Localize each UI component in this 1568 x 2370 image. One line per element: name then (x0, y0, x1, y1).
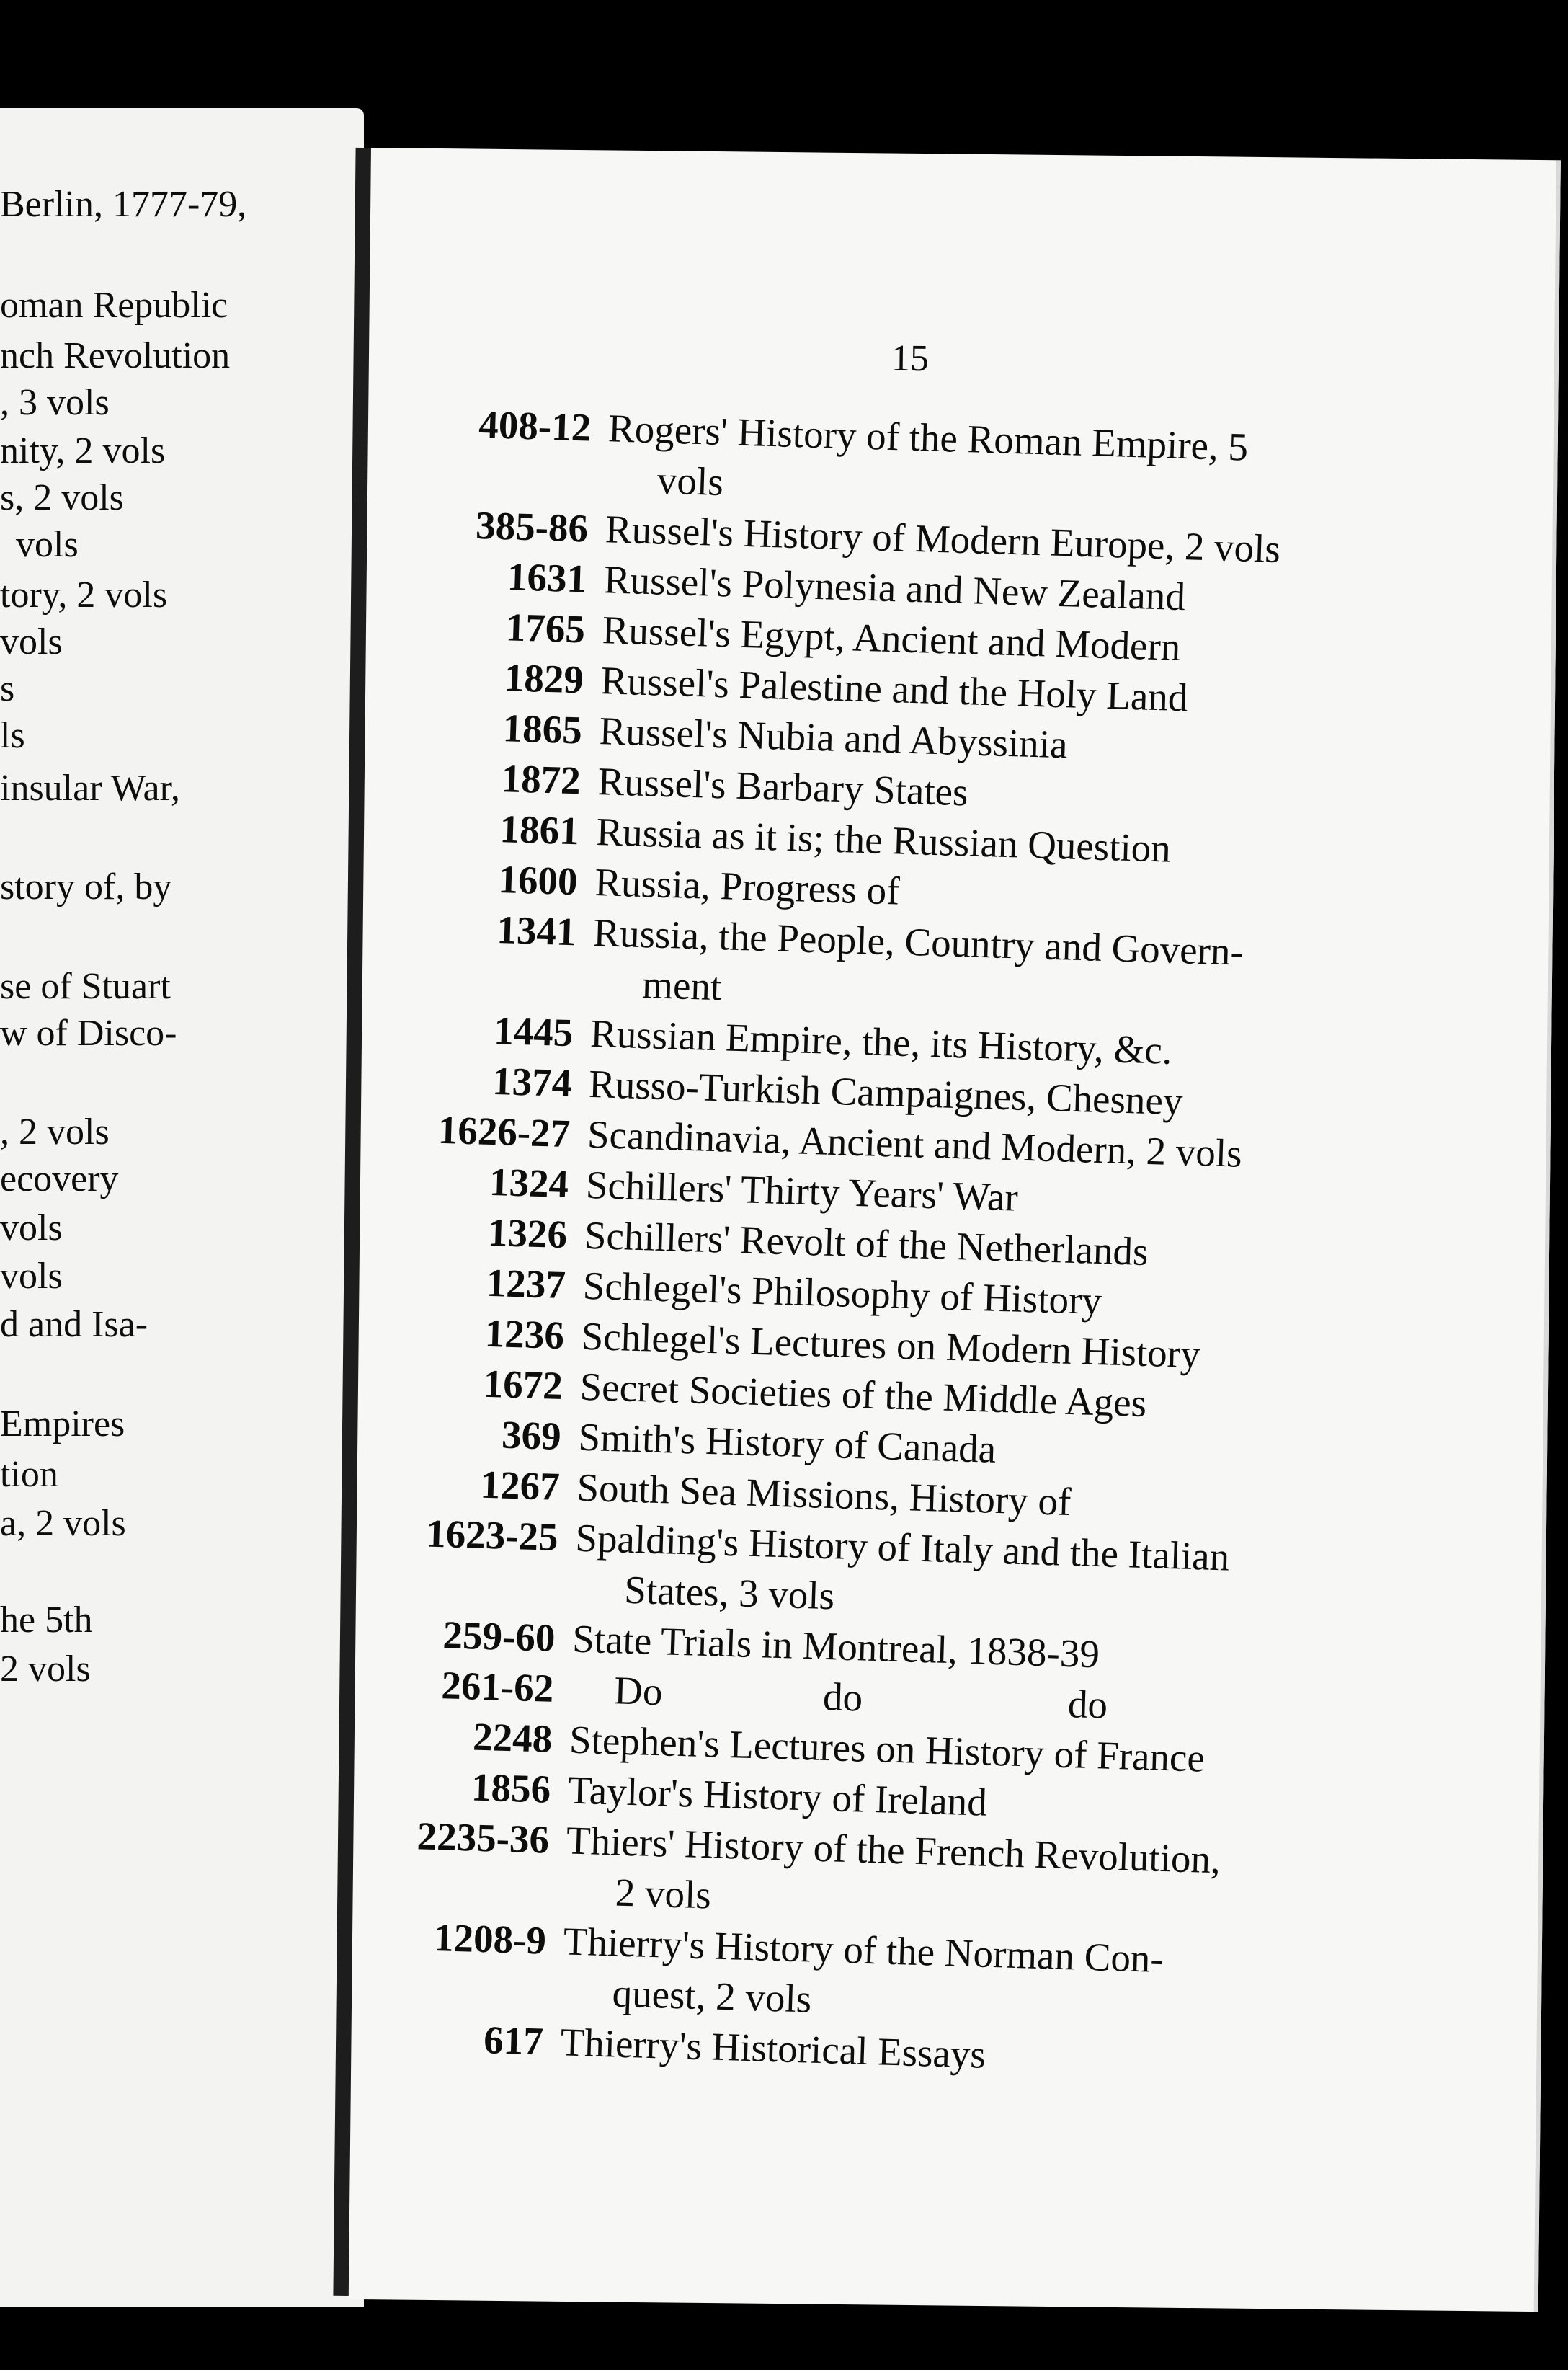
entry-number: 1623-25 (425, 1511, 559, 1559)
left-page-line: he 5th (0, 1599, 93, 1641)
entry-number: 1765 (505, 605, 586, 652)
entry-title: Russel's History of Modern Europe, 2 vols (605, 507, 1281, 572)
left-page-line: insular War, (0, 768, 180, 809)
entry-title-continuation: quest, 2 vols (611, 1971, 813, 2021)
entry-title: Rogers' History of the Roman Empire, 5 vols (606, 403, 1528, 531)
entry-title: South Sea Missions, History of (576, 1465, 1072, 1524)
entry-title: Russia, Progress of (594, 860, 901, 913)
entry-number: 1672 (482, 1361, 564, 1408)
entry-title-continuation: States, 3 vols (623, 1567, 836, 1618)
left-page-line: s, 2 vols (0, 477, 124, 518)
entry-title: Russel's Polynesia and New Zealand (603, 557, 1186, 619)
entry-title: Thierry's Historical Essays (559, 2020, 986, 2077)
left-page-line: vols (16, 524, 79, 565)
left-page-line: story of, by (0, 866, 172, 907)
left-page-line: Empires (0, 1403, 125, 1444)
left-page-line: vols (0, 1256, 63, 1297)
entry-number: 1237 (486, 1260, 566, 1308)
entry-number: 1326 (487, 1210, 568, 1257)
entry-number: 1324 (489, 1159, 569, 1207)
entry-title: Russo-Turkish Campaignes, Chesney (588, 1061, 1184, 1124)
left-page-line: nch Revolution (0, 335, 231, 376)
left-page-line: w of Disco- (0, 1013, 177, 1054)
left-page-line: vols (0, 1207, 63, 1248)
left-page-line: tory, 2 vols (0, 574, 168, 616)
entry-title: Schillers' Revolt of the Netherlands (584, 1212, 1149, 1274)
left-page-line: ls (0, 715, 25, 756)
entry-title-continuation: vols (656, 458, 724, 505)
left-page-line: a, 2 vols (0, 1503, 126, 1544)
catalogue-list (341, 396, 1528, 2095)
left-page-line: 2 vols (0, 1648, 91, 1690)
entry-number: 1208-9 (433, 1915, 547, 1963)
entry-title: Russia as it is; the Russian Question (595, 809, 1172, 871)
left-page-line: d and Isa- (0, 1304, 148, 1345)
entry-number: 1341 (496, 907, 577, 954)
entry-title: Thiers' History of the French Revolution, 2 vols (564, 1815, 1487, 1943)
left-page (0, 108, 364, 2307)
entry-title: Russel's Palestine and the Holy Land (600, 658, 1189, 720)
entry-title: State Trials in Montreal, 1838-39 (571, 1616, 1100, 1677)
entry-number: 2235-36 (416, 1814, 550, 1862)
entry-title: Russia, the People, Country and Govern- ment (591, 907, 1513, 1036)
left-page-line: tion (0, 1454, 58, 1495)
entry-title: Smith's History of Canada (577, 1414, 997, 1471)
entry-number: 1856 (471, 1765, 552, 1811)
left-page-line: s (0, 668, 15, 709)
left-page-line: vols (0, 621, 63, 662)
entry-number: 1631 (507, 554, 587, 601)
entry-number: 1626-27 (437, 1107, 571, 1156)
entry-number: 1445 (493, 1008, 574, 1055)
entry-number: 408-12 (478, 401, 592, 450)
entry-number: 1872 (500, 756, 582, 803)
entry-number: 1236 (484, 1310, 565, 1358)
entry-title: Russel's Egypt, Ancient and Modern (602, 608, 1182, 669)
entry-title: Thierry's History of the Norman Con- quest, 2 vols (561, 1916, 1484, 2044)
entry-title: Schlegel's Lectures on Modern History (580, 1313, 1201, 1377)
entry-number: 1861 (499, 807, 580, 853)
entry-number: 1374 (491, 1058, 573, 1106)
entry-number: 369 (501, 1412, 562, 1458)
entry-number: 1600 (497, 857, 579, 904)
entry-number: 261-62 (440, 1663, 555, 1710)
entry-number: 1829 (503, 655, 584, 702)
left-page-line: Berlin, 1777-79, (0, 184, 247, 225)
entry-title: Stephen's Lectures on History of France (569, 1717, 1206, 1780)
page-number: 15 (891, 337, 930, 380)
right-page (349, 148, 1561, 2312)
entry-number: 1267 (479, 1462, 561, 1509)
entry-title: Secret Societies of the Middle Ages (579, 1364, 1147, 1426)
entry-title: Russel's Barbary States (597, 759, 969, 815)
entry-number: 2248 (472, 1714, 553, 1761)
entry-number: 259-60 (442, 1612, 556, 1660)
entry-title: Russian Empire, the, its History, &c. (589, 1011, 1173, 1073)
entry-title: Russel's Nubia and Abyssinia (598, 709, 1069, 767)
entry-title: Spalding's History of Italy and the Italian States, 3 vols (573, 1513, 1495, 1641)
entry-number: 617 (483, 2018, 544, 2064)
left-page-line: , 3 vols (0, 382, 110, 423)
entry-number: 385-86 (475, 502, 589, 551)
entry-title-continuation: ment (641, 962, 723, 1009)
entry-title: Scandinavia, Ancient and Modern, 2 vols (587, 1111, 1243, 1176)
ditto-mark: do (1067, 1682, 1108, 1727)
left-page-line: nity, 2 vols (0, 430, 166, 471)
ditto-mark: do (822, 1674, 864, 1720)
ditto-mark: Do (613, 1668, 664, 1714)
entry-title-continuation: 2 vols (615, 1870, 712, 1917)
left-page-line: se of Stuart (0, 966, 171, 1007)
entry-title: Schillers' Thirty Years' War (585, 1162, 1019, 1220)
left-page-line: oman Republic (0, 285, 228, 326)
entry-title: Schlegel's Philosophy of History (582, 1263, 1102, 1323)
entry-title: Taylor's History of Ireland (567, 1767, 988, 1824)
entry-number: 1865 (502, 706, 583, 753)
left-page-line: , 2 vols (0, 1111, 110, 1153)
left-page-line: ecovery (0, 1158, 119, 1199)
